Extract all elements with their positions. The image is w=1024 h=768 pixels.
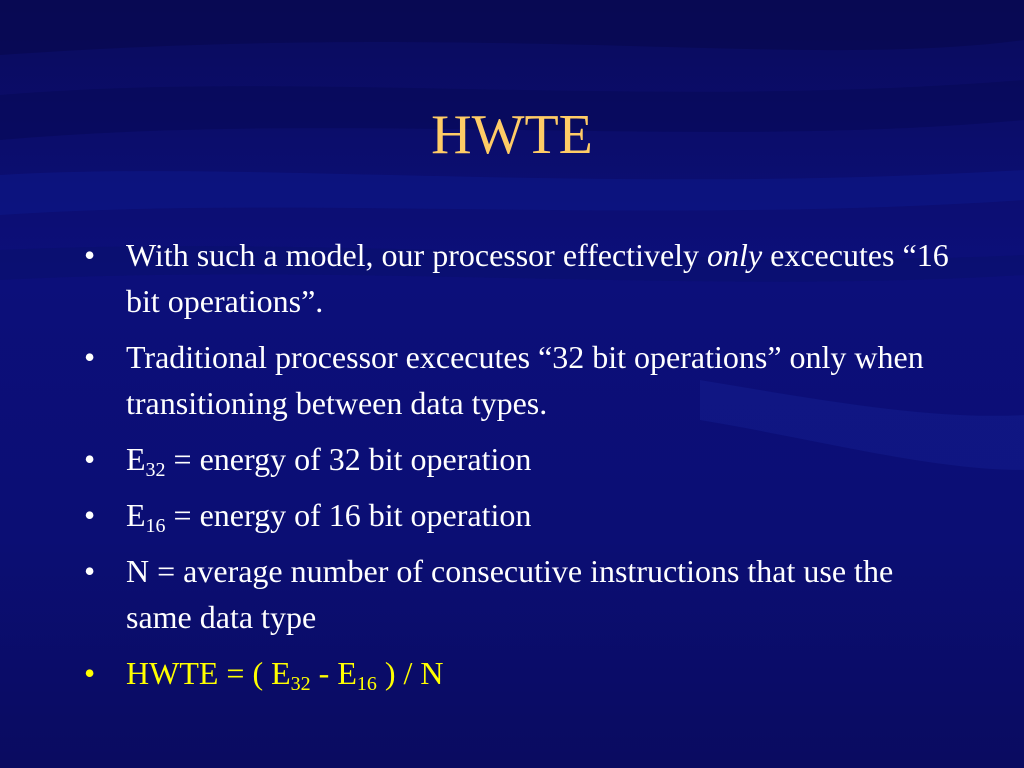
bullet-icon: •: [84, 339, 96, 375]
bullet-text: - E: [310, 655, 357, 691]
bullet-icon: •: [84, 655, 96, 691]
subscript: 32: [145, 459, 166, 481]
slide-title: HWTE: [431, 104, 593, 166]
bullet-item-formula: [84, 650, 964, 696]
bullet-text: = energy of 16 bit operation: [165, 497, 532, 533]
bullet-icon: •: [84, 237, 96, 273]
bullet-icon: •: [84, 497, 96, 533]
bullet-text: E: [126, 497, 146, 533]
bullet-icon: •: [84, 441, 96, 477]
bullet-text: ) / N: [376, 655, 444, 691]
subscript: 32: [290, 673, 311, 695]
subscript: 16: [356, 673, 377, 695]
bullet-item: [84, 492, 964, 538]
bullet-text: excecutes “16 bit operations”.: [126, 237, 949, 319]
subscript: 16: [145, 515, 166, 537]
bullet-icon: •: [84, 553, 96, 589]
bullet-text: HWTE = ( E: [126, 655, 291, 691]
bullet-text: With such a model, our processor effectively: [126, 237, 708, 273]
bullet-text: N = average number of consecutive instructions that use the same data type: [126, 553, 894, 635]
bullet-text: = energy of 32 bit operation: [165, 441, 532, 477]
bullet-list: [84, 232, 964, 706]
bullet-item: [84, 548, 964, 640]
bullet-item: [84, 232, 964, 324]
bullet-text: Traditional processor excecutes “32 bit operations” only when transitioning between data types.: [126, 339, 924, 421]
bullet-emphasis: only: [707, 237, 763, 273]
bullet-item: [84, 436, 964, 482]
bullet-item: [84, 334, 964, 426]
bullet-text: E: [126, 441, 146, 477]
